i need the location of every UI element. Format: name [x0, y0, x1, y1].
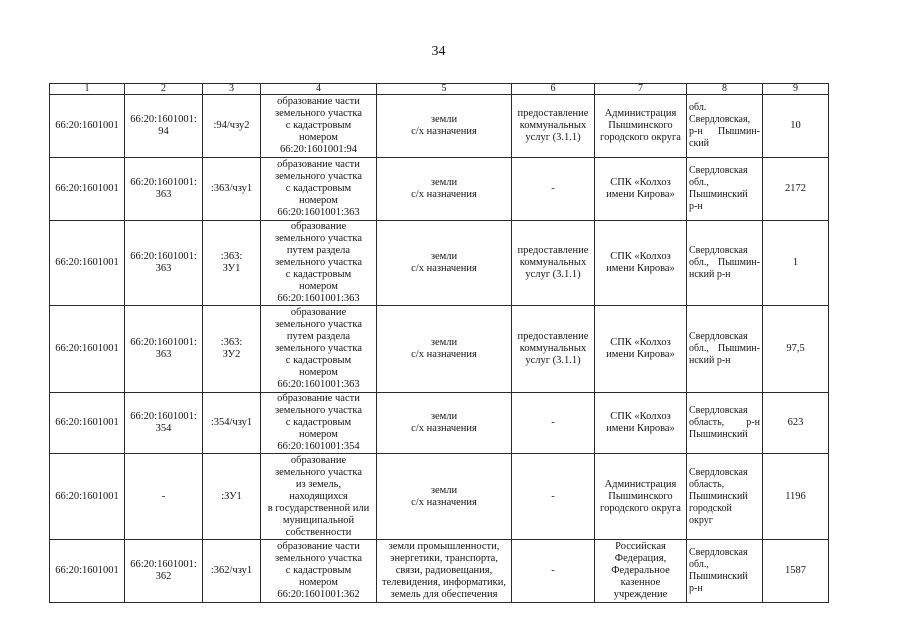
- cell-col-4: [261, 95, 377, 158]
- cell-line: 66:20:1601001:: [130, 251, 197, 262]
- cell-line: городского округа: [600, 132, 681, 143]
- header-cell-4: 4: [261, 84, 377, 95]
- cell-col-5: [377, 95, 512, 158]
- cell-line: Свердловская: [689, 547, 748, 558]
- cell-line: 66:20:1601001:: [130, 114, 197, 125]
- cell-line: обл.: [689, 102, 707, 113]
- cell-line: 66:20:1601001: [55, 120, 119, 131]
- cell-line: обл., Пышмин-: [689, 257, 760, 268]
- cell-col-2: [125, 158, 203, 221]
- cell-line: земли промышленности,: [388, 541, 500, 552]
- cell-col-2: [125, 306, 203, 393]
- cell-line: 66:20:1601001: [55, 343, 119, 354]
- cell-line: :94/чзу2: [213, 120, 250, 131]
- cell-line: нский р-н: [689, 269, 731, 280]
- cell-line: Пышминский: [689, 490, 748, 502]
- cell-line: земельного участка: [275, 319, 362, 330]
- cell-line: имени Кирова»: [606, 349, 675, 360]
- cell-col-6: [512, 221, 595, 306]
- cell-col-6: [512, 454, 595, 540]
- cell-line: с кадастровым: [285, 417, 352, 428]
- cell-line: 97,5: [786, 343, 805, 354]
- cell-col-6: [512, 158, 595, 221]
- cell-line: 66:20:1601001: [55, 257, 119, 268]
- header-cell-9: 9: [763, 84, 829, 95]
- cell-col-9: [763, 393, 829, 454]
- cell-line: коммунальных: [519, 257, 587, 268]
- cell-line: 66:20:1601001:363: [277, 207, 360, 218]
- cell-line: номером: [299, 281, 338, 292]
- cell-col-7: [595, 95, 687, 158]
- cell-line: услуг (3.1.1): [525, 355, 581, 366]
- cell-line: 66:20:1601001: [55, 183, 119, 194]
- cell-line: 362: [155, 571, 172, 582]
- cell-line: 66:20:1601001:: [130, 411, 197, 422]
- cell-line: имени Кирова»: [606, 423, 675, 434]
- table-row: [50, 454, 829, 540]
- cell-line: СПК «Колхоз: [610, 177, 671, 188]
- cell-col-3: [203, 95, 261, 158]
- cell-line: 94: [158, 126, 169, 137]
- cell-col-4: [261, 393, 377, 454]
- cell-col-2: [125, 393, 203, 454]
- cell-line: 623: [787, 417, 804, 428]
- cell-col-4: [261, 540, 377, 603]
- cell-line: р-н: [689, 201, 703, 212]
- cell-col-1: [50, 158, 125, 221]
- cell-line: муниципальной: [282, 514, 355, 526]
- cell-col-1: [50, 95, 125, 158]
- cell-col-6: [512, 540, 595, 603]
- cell-col-1: [50, 454, 125, 540]
- cell-col-2: [125, 454, 203, 540]
- parcel-table: [49, 83, 829, 603]
- cell-line: с кадастровым: [285, 269, 352, 280]
- cell-line: имени Кирова»: [606, 263, 675, 274]
- cell-line: путем раздела: [286, 331, 351, 342]
- cell-line: с/х назначения: [411, 263, 477, 274]
- cell-col-8: [687, 540, 763, 603]
- header-cell-3: 3: [203, 84, 261, 95]
- cell-col-8: [687, 393, 763, 454]
- cell-line: :354/чзу1: [210, 417, 253, 428]
- cell-line: 363: [155, 189, 172, 200]
- cell-line: номером: [299, 132, 338, 143]
- header-cell-5: 5: [377, 84, 512, 95]
- cell-line: Администрация: [604, 108, 677, 119]
- cell-line: образование: [290, 221, 347, 232]
- cell-col-7: [595, 221, 687, 306]
- cell-line: -: [551, 490, 555, 502]
- cell-col-9: [763, 306, 829, 393]
- cell-line: образование части: [277, 159, 360, 170]
- cell-line: округ: [689, 514, 713, 526]
- cell-col-2: [125, 221, 203, 306]
- table-row: [50, 393, 829, 454]
- cell-line: Пышминский: [689, 429, 748, 440]
- cell-line: 66:20:1601001:: [130, 177, 197, 188]
- cell-col-6: [512, 306, 595, 393]
- cell-line: предоставление: [517, 108, 589, 119]
- cell-col-3: [203, 540, 261, 603]
- cell-line: р-н: [689, 583, 703, 594]
- cell-line: 66:20:1601001: [55, 565, 119, 576]
- cell-line: ЗУ2: [222, 349, 241, 360]
- cell-line: с кадастровым: [285, 183, 352, 194]
- table-row: [50, 221, 829, 306]
- cell-line: телевидения, информатики,: [382, 577, 506, 588]
- cell-line: -: [161, 490, 166, 502]
- cell-col-3: [203, 306, 261, 393]
- cell-col-1: [50, 221, 125, 306]
- cell-line: связи, радиовещания,: [395, 565, 493, 576]
- cell-col-6: [512, 95, 595, 158]
- cell-col-5: [377, 306, 512, 393]
- cell-line: 66:20:1601001:94: [279, 144, 357, 155]
- cell-line: земельного участка: [275, 233, 362, 244]
- cell-line: Федерация,: [614, 553, 667, 564]
- cell-line: 354: [155, 423, 172, 434]
- cell-line: 66:20:1601001:363: [277, 379, 360, 390]
- cell-line: коммунальных: [519, 120, 587, 131]
- cell-col-5: [377, 393, 512, 454]
- cell-line: Пышминского: [608, 490, 673, 502]
- table-row: [50, 540, 829, 603]
- cell-line: учреждение: [613, 589, 668, 600]
- cell-line: с/х назначения: [411, 126, 477, 137]
- cell-line: земельного участка: [275, 171, 362, 182]
- cell-col-8: [687, 221, 763, 306]
- cell-line: образование части: [277, 541, 360, 552]
- cell-line: Федеральное: [611, 565, 670, 576]
- cell-line: земель для обеспечения: [390, 589, 498, 600]
- cell-col-1: [50, 393, 125, 454]
- cell-col-9: [763, 158, 829, 221]
- cell-col-3: [203, 454, 261, 540]
- cell-col-3: [203, 393, 261, 454]
- table-row: [50, 158, 829, 221]
- cell-line: образование части: [277, 96, 360, 107]
- cell-line: услуг (3.1.1): [525, 269, 581, 280]
- cell-line: земельного участка: [275, 553, 362, 564]
- cell-line: образование: [290, 307, 347, 318]
- cell-col-3: [203, 158, 261, 221]
- cell-col-8: [687, 158, 763, 221]
- cell-line: земли: [430, 411, 458, 422]
- cell-line: Свердловская: [689, 165, 748, 176]
- cell-line: с кадастровым: [285, 565, 352, 576]
- cell-line: имени Кирова»: [606, 189, 675, 200]
- cell-line: Свердловская: [689, 245, 748, 256]
- cell-line: земельного участка: [275, 466, 362, 478]
- cell-line: 66:20:1601001:362: [277, 589, 360, 600]
- cell-col-7: [595, 454, 687, 540]
- cell-line: обл.,: [689, 559, 709, 570]
- cell-col-7: [595, 306, 687, 393]
- cell-line: с/х назначения: [411, 496, 477, 508]
- cell-line: земельного участка: [275, 108, 362, 119]
- cell-line: земельного участка: [275, 405, 362, 416]
- cell-line: номером: [299, 195, 338, 206]
- cell-line: земли: [430, 251, 458, 262]
- cell-line: номером: [299, 367, 338, 378]
- cell-line: СПК «Колхоз: [610, 337, 671, 348]
- cell-line: земли: [430, 337, 458, 348]
- page-number: 34: [431, 44, 446, 59]
- cell-line: предоставление: [517, 245, 589, 256]
- table-header-row: [50, 84, 829, 95]
- cell-line: нский р-н: [689, 355, 731, 366]
- cell-line: Российская: [615, 541, 666, 552]
- cell-line: 66:20:1601001:: [130, 559, 197, 570]
- cell-col-8: [687, 95, 763, 158]
- cell-line: СПК «Колхоз: [610, 411, 671, 422]
- cell-col-9: [763, 95, 829, 158]
- table-row: [50, 95, 829, 158]
- cell-line: область,: [689, 478, 725, 490]
- cell-line: земли: [430, 177, 458, 188]
- cell-col-9: [763, 540, 829, 603]
- cell-line: ЗУ1: [222, 263, 241, 274]
- cell-col-4: [261, 306, 377, 393]
- cell-line: 2172: [785, 183, 806, 194]
- cell-line: Свердловская: [689, 466, 748, 478]
- cell-line: с кадастровым: [285, 120, 352, 131]
- cell-line: с/х назначения: [411, 349, 477, 360]
- cell-line: :ЗУ1: [221, 490, 242, 502]
- cell-line: 1196: [785, 490, 806, 502]
- cell-line: с кадастровым: [285, 355, 352, 366]
- cell-line: :363:: [220, 337, 243, 348]
- cell-line: :362/чзу1: [210, 565, 253, 576]
- cell-line: образование части: [277, 393, 360, 404]
- cell-line: 10: [790, 120, 801, 131]
- header-cell-2: 2: [125, 84, 203, 95]
- cell-col-5: [377, 454, 512, 540]
- cell-line: -: [551, 183, 555, 194]
- cell-line: 363: [155, 263, 172, 274]
- cell-col-5: [377, 158, 512, 221]
- header-cell-7: 7: [595, 84, 687, 95]
- cell-line: собственности: [285, 526, 352, 538]
- cell-line: номером: [299, 429, 338, 440]
- cell-line: с/х назначения: [411, 423, 477, 434]
- cell-line: ский: [689, 138, 709, 149]
- table-row: [50, 306, 829, 393]
- cell-col-7: [595, 158, 687, 221]
- cell-line: образование: [290, 454, 347, 466]
- cell-line: Свердловская: [689, 331, 748, 342]
- cell-line: Администрация: [604, 478, 677, 490]
- cell-line: номером: [299, 577, 338, 588]
- cell-line: городского округа: [600, 502, 681, 514]
- cell-line: 66:20:1601001:363: [277, 293, 360, 304]
- cell-line: 1: [792, 257, 799, 268]
- cell-line: Свердловская,: [689, 114, 751, 125]
- cell-line: СПК «Колхоз: [610, 251, 671, 262]
- cell-line: р-н Пышмин-: [689, 126, 760, 137]
- cell-line: :363:: [220, 251, 243, 262]
- cell-col-1: [50, 540, 125, 603]
- cell-line: земли: [430, 114, 458, 125]
- cell-col-7: [595, 540, 687, 603]
- cell-col-3: [203, 221, 261, 306]
- cell-col-4: [261, 454, 377, 540]
- cell-line: 66:20:1601001: [55, 417, 119, 428]
- cell-line: с/х назначения: [411, 189, 477, 200]
- cell-col-2: [125, 540, 203, 603]
- header-cell-8: 8: [687, 84, 763, 95]
- cell-line: 1587: [785, 565, 806, 576]
- cell-col-6: [512, 393, 595, 454]
- cell-col-8: [687, 454, 763, 540]
- cell-line: городской: [689, 502, 732, 514]
- cell-line: коммунальных: [519, 343, 587, 354]
- header-cell-6: 6: [512, 84, 595, 95]
- cell-col-2: [125, 95, 203, 158]
- cell-line: -: [551, 565, 555, 576]
- cell-col-5: [377, 540, 512, 603]
- cell-line: обл.,: [689, 177, 709, 188]
- table-body: [50, 95, 829, 603]
- cell-line: энергетики, транспорта,: [390, 553, 498, 564]
- cell-line: Пышминский: [689, 189, 748, 200]
- table-header: [50, 84, 829, 95]
- cell-line: Пышминского: [608, 120, 673, 131]
- cell-col-5: [377, 221, 512, 306]
- cell-col-4: [261, 221, 377, 306]
- cell-line: Пышминский: [689, 571, 748, 582]
- cell-line: 66:20:1601001:354: [277, 441, 360, 452]
- cell-line: земельного участка: [275, 257, 362, 268]
- cell-line: казенное: [620, 577, 661, 588]
- cell-line: путем раздела: [286, 245, 351, 256]
- cell-line: область, р-н: [689, 417, 760, 428]
- cell-line: земельного участка: [275, 343, 362, 354]
- cell-line: земли: [430, 484, 458, 496]
- cell-line: -: [551, 417, 555, 428]
- cell-line: 363: [155, 349, 172, 360]
- cell-line: 66:20:1601001: [55, 490, 119, 502]
- cell-line: 66:20:1601001:: [130, 337, 197, 348]
- header-cell-1: 1: [50, 84, 125, 95]
- cell-line: в государственной или: [267, 502, 370, 514]
- cell-line: предоставление: [517, 331, 589, 342]
- cell-line: услуг (3.1.1): [525, 132, 581, 143]
- cell-col-4: [261, 158, 377, 221]
- cell-line: :363/чзу1: [210, 183, 253, 194]
- cell-col-8: [687, 306, 763, 393]
- cell-line: обл., Пышмин-: [689, 343, 760, 354]
- cell-line: Свердловская: [689, 405, 748, 416]
- cell-line: находящихся: [289, 490, 348, 502]
- cell-col-9: [763, 454, 829, 540]
- cell-col-9: [763, 221, 829, 306]
- cell-line: из земель,: [295, 478, 342, 490]
- cell-col-7: [595, 393, 687, 454]
- cell-col-1: [50, 306, 125, 393]
